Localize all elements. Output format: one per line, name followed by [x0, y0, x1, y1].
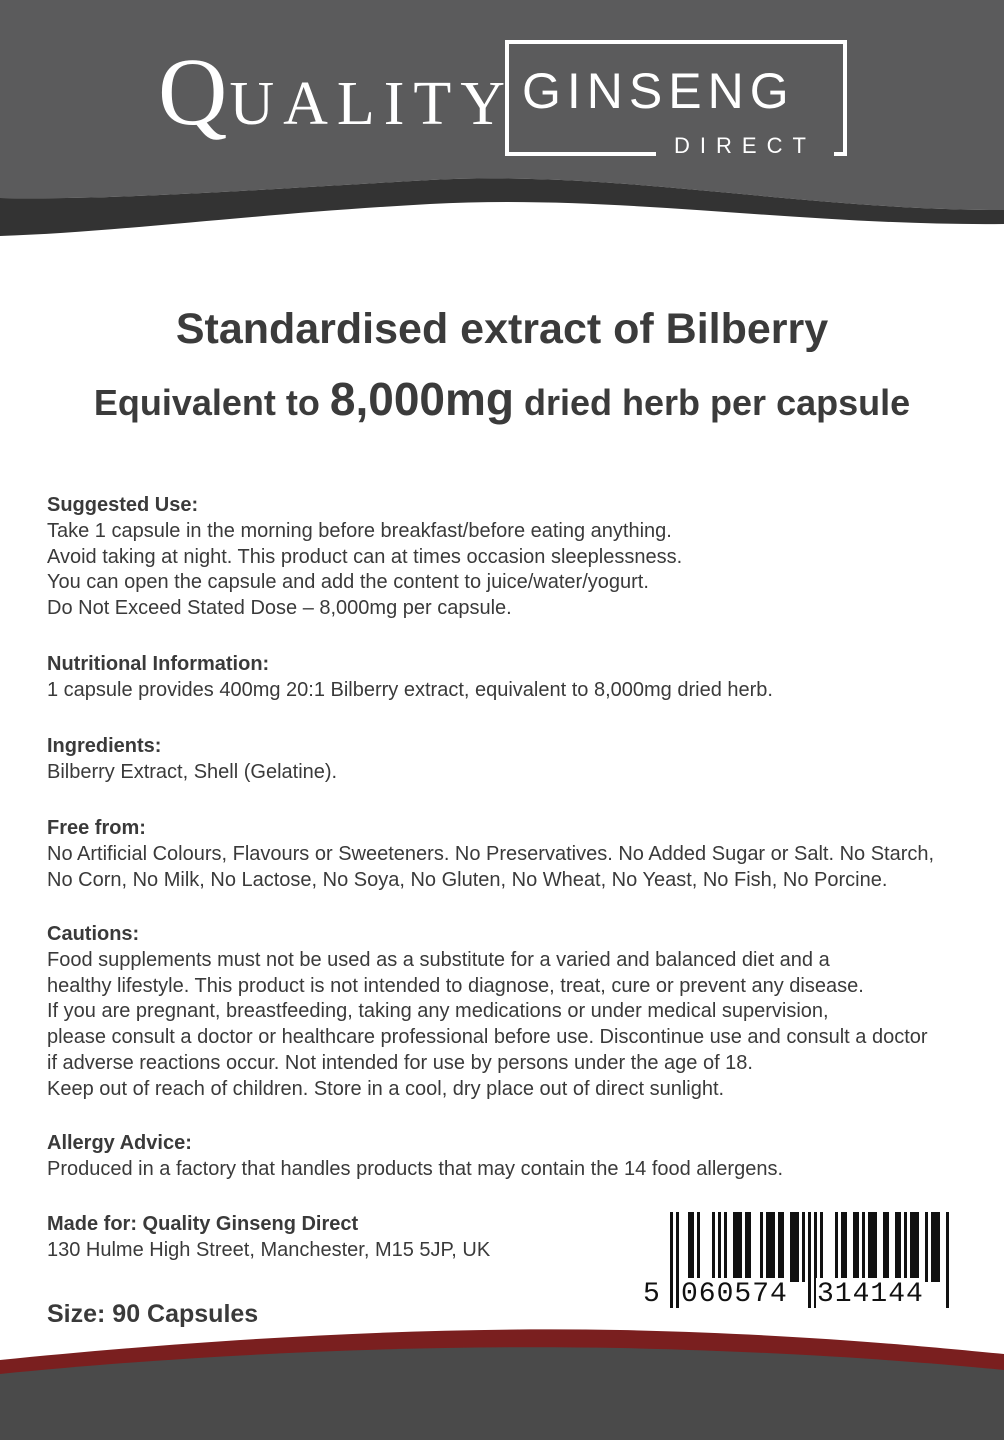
barcode-bar	[925, 1212, 928, 1282]
barcode-bar	[844, 1212, 847, 1282]
barcode-bar	[913, 1212, 916, 1282]
barcode-bar	[778, 1212, 781, 1282]
barcode-bar	[871, 1212, 874, 1282]
barcode-bar	[688, 1212, 691, 1282]
barcode-bar	[841, 1212, 844, 1282]
section-line: Take 1 capsule in the morning before breakfast/before eating anything.	[47, 519, 672, 542]
section-free-from	[47, 816, 957, 893]
section-line: healthy lifestyle. This product is not intended to diagnose, treat, cure or prevent any disease.	[47, 974, 864, 997]
section-line: If you are pregnant, breastfeeding, taking any medications or under medical supervision,	[47, 1000, 829, 1023]
section-line: if adverse reactions occur. Not intended for use by persons under the age of 18.	[47, 1051, 753, 1074]
subtitle-before: Equivalent to	[93, 382, 330, 423]
barcode-bar	[862, 1212, 865, 1282]
barcode-bar	[868, 1212, 871, 1282]
barcode-bar	[796, 1212, 799, 1282]
barcode-bar	[856, 1212, 859, 1282]
logo-ginseng-word: GINSENG	[522, 63, 795, 119]
subtitle-dose: 8,000mg	[329, 373, 515, 425]
section-line: 1 capsule provides 400mg 20:1 Bilberry extract, equivalent to 8,000mg dried herb.	[47, 678, 773, 701]
barcode-bar	[724, 1212, 727, 1282]
barcode-bar	[748, 1212, 751, 1282]
section-heading: Allergy Advice:	[47, 1132, 192, 1154]
pack-size: Size: 90 Capsules	[47, 1300, 259, 1328]
barcode-first-digit: 5	[643, 1279, 660, 1310]
section-allergy-advice	[47, 1131, 957, 1183]
header-banner	[0, 0, 1004, 260]
section-heading: Ingredients:	[47, 735, 162, 757]
barcode-bar	[820, 1212, 823, 1282]
barcode-bar	[736, 1212, 739, 1282]
barcode-digits	[642, 1278, 952, 1312]
section-cautions	[47, 922, 957, 1103]
logo-quality-initial: Q	[158, 38, 230, 145]
barcode-bar	[802, 1212, 805, 1282]
section-line: You can open the capsule and add the content to juice/water/yogurt.	[47, 571, 649, 594]
subtitle-after: dried herb per capsule	[514, 382, 911, 423]
section-line: No Corn, No Milk, No Lactose, No Soya, No Gluten, No Wheat, No Yeast, No Fish, No Porcine.	[47, 868, 888, 891]
section-line: Avoid taking at night. This product can at times occasion sleeplessness.	[47, 545, 683, 568]
section-nutritional-information	[47, 652, 957, 704]
barcode-bar	[781, 1212, 784, 1282]
section-line: Keep out of reach of children. Store in a cool, dry place out of direct sunlight.	[47, 1077, 725, 1100]
footer-background	[0, 1320, 1004, 1440]
barcode-bar	[874, 1212, 877, 1282]
barcode-bar	[697, 1212, 700, 1282]
barcode-bar	[931, 1212, 934, 1282]
barcode-bar	[790, 1212, 793, 1282]
barcode-bar	[886, 1212, 889, 1282]
barcode-bar	[835, 1212, 838, 1282]
section-line: No Artificial Colours, Flavours or Sweeteners. No Preservatives. No Added Sugar or Salt. No Starch,	[47, 842, 935, 865]
barcode-bar	[766, 1212, 769, 1282]
barcode-bar	[772, 1212, 775, 1282]
section-line: Bilberry Extract, Shell (Gelatine).	[47, 760, 338, 783]
barcode-left-group: 060574	[681, 1279, 788, 1310]
barcode-bar	[745, 1212, 748, 1282]
barcode-bar	[733, 1212, 736, 1282]
barcode-bar	[883, 1212, 886, 1282]
barcode-bar	[760, 1212, 763, 1282]
section-line: Do Not Exceed Stated Dose – 8,000mg per capsule.	[47, 597, 512, 620]
logo-quality-word	[158, 38, 515, 145]
product-subtitle	[0, 372, 1004, 426]
barcode-bar	[793, 1212, 796, 1282]
section-line: Food supplements must not be used as a substitute for a varied and balanced diet and a	[47, 948, 830, 971]
barcode-right-group: 314144	[817, 1279, 924, 1310]
barcode-bar	[769, 1212, 772, 1282]
section-heading: Cautions:	[47, 923, 140, 945]
section-heading: Free from:	[47, 817, 146, 839]
barcode	[642, 1212, 952, 1312]
barcode-bar	[916, 1212, 919, 1282]
section-ingredients	[47, 734, 957, 786]
barcode-bar	[898, 1212, 901, 1282]
footer-banner	[0, 1320, 1004, 1440]
section-heading: Made for: Quality Ginseng Direct	[47, 1213, 359, 1235]
barcode-bar	[904, 1212, 907, 1282]
section-suggested-use	[47, 493, 957, 622]
logo-direct-word: DIRECT	[656, 132, 834, 160]
barcode-bar	[937, 1212, 940, 1282]
section-line: 130 Hulme High Street, Manchester, M15 5JP, UK	[47, 1238, 491, 1261]
section-heading: Nutritional Information:	[47, 653, 270, 675]
product-title: Standardised extract of Bilberry	[175, 305, 829, 353]
barcode-bar	[853, 1212, 856, 1282]
logo-quality-rest: UALITY	[229, 70, 515, 138]
barcode-bar	[934, 1212, 937, 1282]
section-line: please consult a doctor or healthcare professional before use. Discontinue use and consult a doctor	[47, 1026, 928, 1049]
barcode-bar	[718, 1212, 721, 1282]
barcode-bar	[712, 1212, 715, 1282]
barcode-bar	[691, 1212, 694, 1282]
barcode-bar	[910, 1212, 913, 1282]
section-line: Produced in a factory that handles products that may contain the 14 food allergens.	[47, 1157, 784, 1180]
barcode-bar	[895, 1212, 898, 1282]
section-heading: Suggested Use:	[47, 494, 199, 516]
barcode-bar	[739, 1212, 742, 1282]
